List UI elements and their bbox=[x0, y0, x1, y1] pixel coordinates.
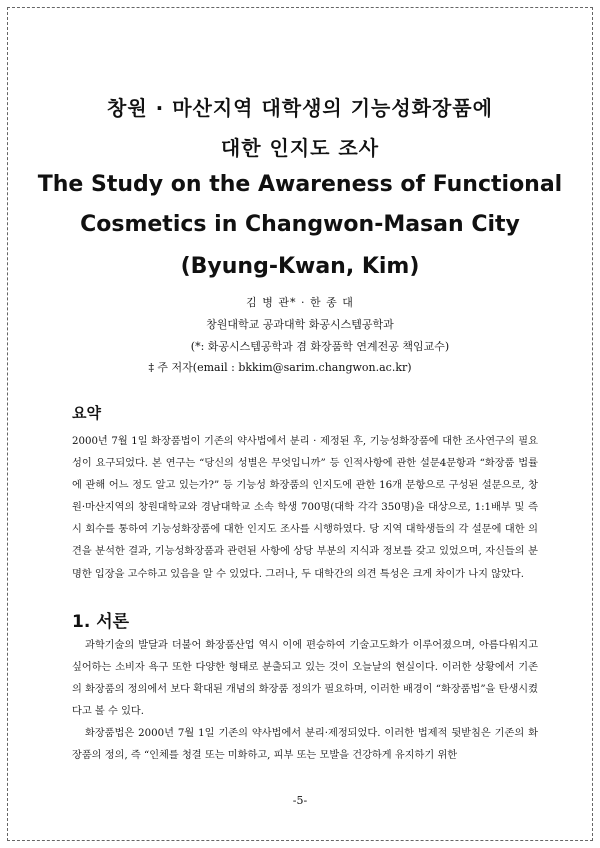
abstract-text bbox=[72, 431, 538, 586]
intro-paragraph-1: 과학기술의 발달과 더불어 화장품산업 역시 이에 편승하여 기술고도화가 이루어졌으며, 아름다워지고 싶어하는 소비자 욕구 또한 다양한 형태로 분출되고 있는 것이 오늘날의 현실이다. 이러한 상황에서 기존의 화장품의 정의에서 보다 확대된 개념의 화장품 정의가 필요하며, 이러한 배경이 “화장품법”을 탄생시켰다고 볼 수 있다. bbox=[72, 640, 538, 718]
author-names: 김 병 관* · 한 종 대 bbox=[246, 296, 354, 309]
intro-paragraph-2: 화장품법은 2000년 7월 1일 기존의 약사법에서 분리·제정되었다. 이러한 법제적 뒷받침은 기존의 화장품의 정의, 즉 “인체를 청결 또는 미화하고, 피부 또는 모발을 건강하게 유지하기 위한 bbox=[72, 728, 538, 762]
title-korean-line2: 대한 인지도 조사 bbox=[220, 136, 380, 160]
page-number: -5- bbox=[292, 794, 308, 807]
intro-text bbox=[72, 635, 538, 768]
title-english-line2: Cosmetics in Changwon-Masan City bbox=[80, 212, 520, 237]
intro-heading: 1. 서론 bbox=[72, 612, 130, 632]
title-english-line1: The Study on the Awareness of Functional bbox=[37, 172, 563, 197]
author-note: (*: 화공시스템공학과 겸 화장품학 연계전공 책임교수) bbox=[190, 340, 450, 353]
title-english-line3: (Byung-Kwan, Kim) bbox=[180, 254, 420, 279]
abstract-heading: 요약 bbox=[72, 404, 101, 422]
author-affiliation: 창원대학교 공과대학 화공시스템공학과 bbox=[206, 318, 394, 331]
abstract-paragraph: 2000년 7월 1일 화장품법이 기존의 약사법에서 분리 · 제정된 후, 기능성화장품에 대한 조사연구의 필요성이 요구되었다. 본 연구는 “당신의 성별은 무엇입니까” 등 인적사항에 관한 설문4문항과 “화장품 법률에 관해 어느 정도 알고 있는가?” 등 기능성 화장품의 인지도에 관한 16개 문항으로 구성된 설문으로, 창원·마산지역의 창원대학교와 경남대학교 소속 학생 700명(대학 각각 350명)을 대상으로, 1:1배부 및 즉시 회수를 통하여 기능성화장품에 대한 인지도 조사를 시행하였다. 당 지역 대학생들의 각 설문에 대한 의견을 분석한 결과, 기능성화장품과 관련된 사항에 상당 부분의 지식과 정보를 갖고 있었으며, 자신들의 분명한 입장을 고수하고 있음을 알 수 있었다. 그러나, 두 대학간의 의견 특성은 크게 차이가 나지 않았다. bbox=[72, 436, 538, 580]
author-contact: ‡ 주 저자(email : bkkim@sarim.changwon.ac.kr) bbox=[148, 361, 412, 374]
title-korean-line1: 창원 · 마산지역 대학생의 기능성화장품에 bbox=[107, 96, 493, 120]
